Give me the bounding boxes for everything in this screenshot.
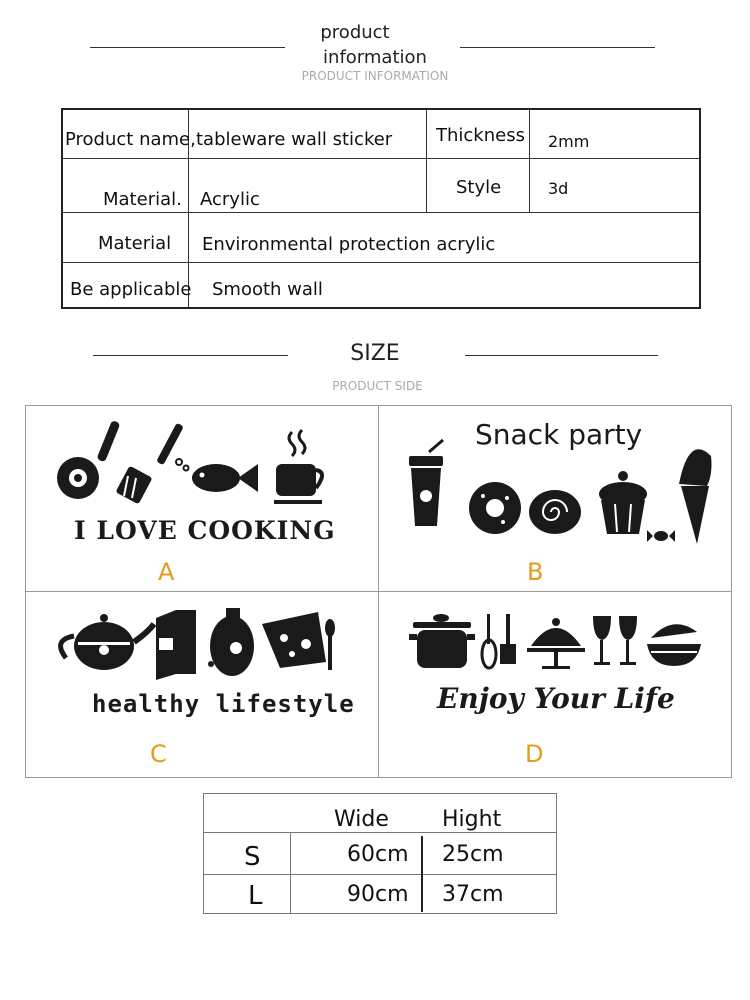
cake-stand-icon: [527, 618, 585, 669]
variant-letter-c: C: [150, 740, 167, 768]
product-name-value: tableware wall sticker: [196, 129, 393, 150]
variant-panel-c[interactable]: [26, 592, 378, 778]
caption-c: healthy lifestyle: [92, 690, 355, 718]
spatula-icon-d: [500, 614, 516, 664]
wine-glasses-icon: [593, 616, 637, 665]
product-info-table: [61, 108, 701, 309]
applicable-label: Be applicable: [70, 279, 192, 300]
material-value-2: Environmental protection acrylic: [202, 234, 496, 255]
frying-pan-icon: [57, 420, 121, 499]
header-rule-right: [460, 47, 655, 48]
caption-d: Enjoy Your Life: [437, 682, 675, 715]
applicable-value: Smooth wall: [212, 279, 323, 300]
variant-letter-d: D: [525, 740, 544, 768]
size-row-s-hight: 25cm: [442, 842, 504, 867]
style-value: 3d: [548, 179, 569, 198]
material-label-2: Material: [98, 233, 172, 254]
size-subtitle: PRODUCT SIDE: [332, 379, 423, 393]
size-title: SIZE: [350, 341, 400, 366]
variant-letter-b: B: [527, 558, 544, 586]
teapot-icon: [61, 614, 154, 670]
size-rule-left: [93, 355, 288, 356]
product-info-subtitle: PRODUCT INFORMATION: [301, 69, 449, 83]
variant-panel-d[interactable]: [379, 592, 732, 778]
healthy-icons: [26, 604, 378, 694]
material-value-1: Acrylic: [200, 189, 260, 210]
drink-cup-icon: [409, 440, 443, 526]
cupcake-icon: [599, 471, 647, 534]
fish-icon: [192, 464, 258, 492]
style-label: Style: [456, 177, 502, 198]
candy-icon: [647, 530, 675, 542]
thickness-label: Thickness: [436, 125, 525, 146]
size-header-wide: Wide: [334, 807, 389, 832]
product-info-title-line1: product: [320, 22, 390, 43]
stacked-bowls-icon: [647, 624, 701, 666]
material-label-1: Material.: [103, 189, 182, 210]
spatula-icon: [115, 423, 183, 505]
size-row-l-hight: 37cm: [442, 882, 504, 907]
size-row-s-wide: 60cm: [347, 842, 409, 867]
cooking-icons: [26, 406, 378, 516]
variant-letter-a: A: [158, 558, 175, 586]
caption-b: Snack party: [475, 418, 643, 451]
snack-icons: [379, 426, 732, 546]
variant-panel-a[interactable]: [26, 406, 378, 591]
spoon-icon: [325, 619, 335, 670]
caption-a: I LOVE COOKING: [74, 516, 336, 545]
milk-carton-icon: [156, 610, 196, 680]
bubble-icon: [176, 459, 182, 465]
casserole-pot-icon: [409, 614, 475, 668]
product-name-label: Product name,: [65, 129, 196, 150]
size-table: [203, 793, 557, 914]
kettle-icon: [208, 608, 254, 676]
variant-panel-b[interactable]: [379, 406, 732, 591]
size-row-l-label: L: [248, 881, 263, 911]
product-variant-grid: [25, 405, 732, 778]
cheese-icon: [262, 612, 326, 668]
size-row-s-label: S: [244, 842, 261, 872]
size-header-hight: Hight: [442, 807, 502, 832]
header-rule-left: [90, 47, 285, 48]
thickness-value: 2mm: [548, 132, 590, 151]
size-rule-right: [465, 355, 658, 356]
swiss-roll-icon: [529, 490, 581, 534]
donut-icon: [469, 482, 521, 534]
coffee-cup-icon: [274, 430, 322, 504]
whisk-icon: [482, 614, 496, 668]
product-info-title-line2: information: [323, 47, 427, 68]
ice-cream-cone-icon: [679, 449, 712, 544]
size-row-l-wide: 90cm: [347, 882, 409, 907]
